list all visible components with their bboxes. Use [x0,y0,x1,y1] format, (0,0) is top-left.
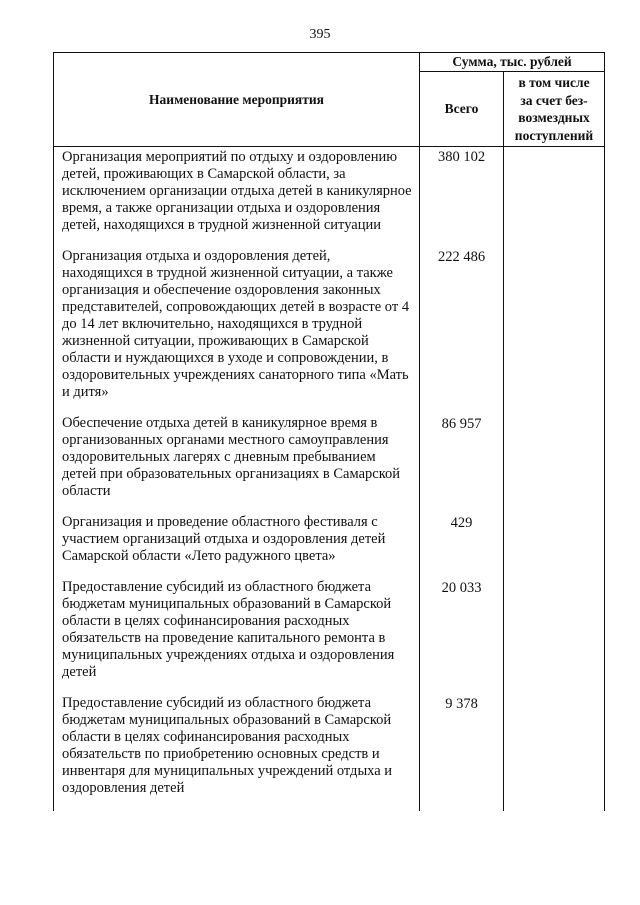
table-row [54,514,605,579]
header-grant-line: возмездных [518,110,590,125]
table-row [54,248,605,415]
row-total: 429 [420,514,504,579]
row-grant [504,248,605,415]
row-total: 20 033 [420,579,504,695]
table-row [54,695,605,811]
row-grant [504,415,605,514]
row-total: 380 102 [420,147,504,249]
row-name: Организация отдыха и оздоровления детей, находящихся в трудной жизненной ситуации, а также организация и обеспечение оздоровления законных представителей, сопровождающих детей в возрасте от 4 до 14 лет включительно, находящихся в трудной жизненной ситуации, проживающих в Самарской области и нуждающихся в уходе и сопровождении, в оздоровительных учреждениях санаторного типа «Мать и дитя» [54,248,420,415]
row-grant [504,514,605,579]
header-grant-line: за счет без- [520,92,588,108]
header-grant [504,72,605,147]
row-name: Организация и проведение областного фестиваля с участием организаций отдыха и оздоровления детей Самарской области «Лето радужного цвета» [54,514,420,579]
header-grant-line: в том числе [518,75,590,90]
row-name: Предоставление субсидий из областного бюджета бюджетам муниципальных образований в Самарской области в целях софинансирования расходных обязательств по приобретению основных средств и инвентаря для муниципальных учреждений отдыха и оздоровления детей [54,695,420,811]
row-name: Организация мероприятий по отдыху и оздоровлению детей, проживающих в Самарской области, за исключением организации отдыха детей в каникулярное время, а также организации отдыха и оздоровления детей, находящихся в трудной жизненной ситуации [54,147,420,249]
row-grant [504,695,605,811]
row-grant [504,147,605,249]
table-row [54,147,605,249]
row-total: 9 378 [420,695,504,811]
header-grant-line: поступлений [514,127,594,143]
row-name: Обеспечение отдыха детей в каникулярное время в организованных органами местного самоуправления оздоровительных лагерях с дневным пребыванием детей при образовательных организациях в Самарской области [54,415,420,514]
expenditure-table [53,52,605,811]
table-body [54,147,605,812]
page-number: 395 [309,27,331,42]
row-total: 222 486 [420,248,504,415]
header-amount-group: Сумма, тыс. рублей [420,53,605,72]
row-grant [504,579,605,695]
row-name: Предоставление субсидий из областного бюджета бюджетам муниципальных образований в Самарской области в целях софинансирования расходных обязательств на проведение капитального ремонта в муниципальных учреждениях отдыха и оздоровления детей [54,579,420,695]
table-header [54,53,605,147]
table-row [54,415,605,514]
header-total: Всего [420,72,504,147]
row-total: 86 957 [420,415,504,514]
table-row [54,579,605,695]
header-name: Наименование мероприятия [54,53,420,147]
